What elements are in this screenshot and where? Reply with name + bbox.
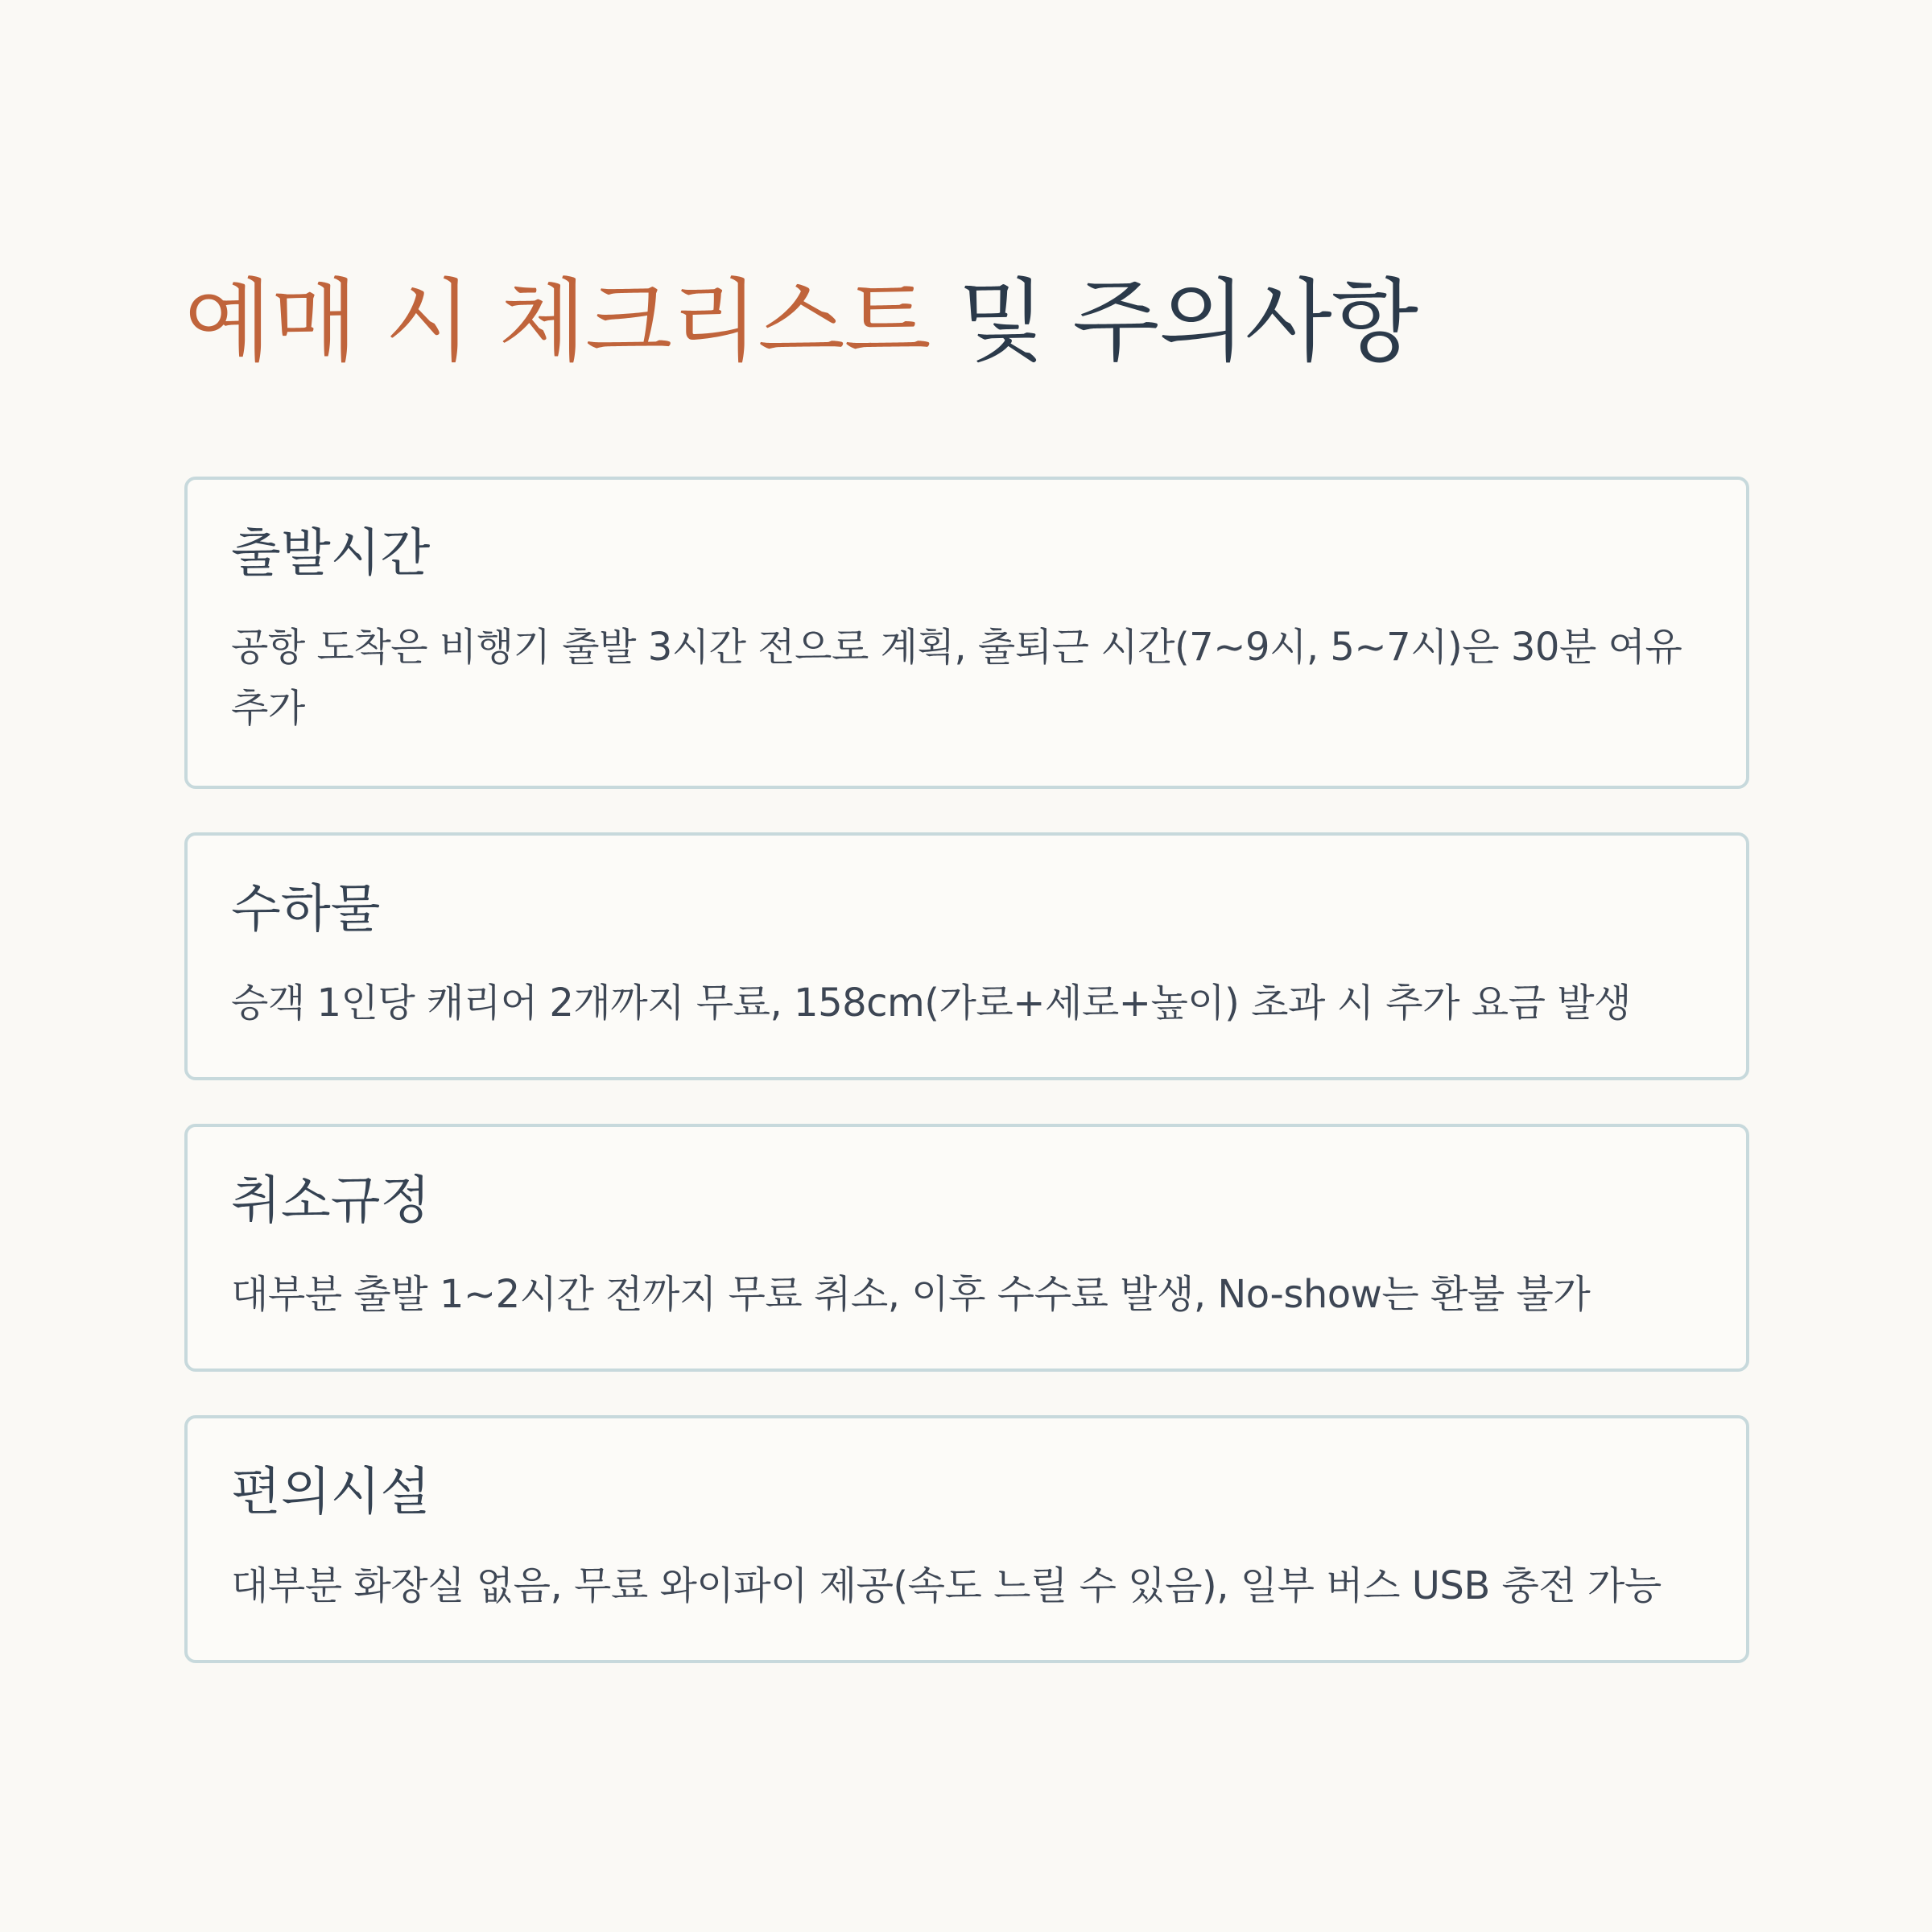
card-cancellation-policy	[184, 1124, 1749, 1372]
card-departure-time	[184, 477, 1749, 789]
page-title	[184, 266, 1749, 378]
checklist-page	[184, 266, 1749, 1707]
card-title: 수하물	[231, 880, 381, 939]
card-description: 승객 1인당 캐리어 2개까지 무료, 158cm(가로+세로+높이) 초과 시 추가 요금 발생	[231, 980, 1632, 1026]
card-baggage	[184, 832, 1749, 1080]
card-title: 편의시설	[231, 1463, 431, 1522]
page-title-accent: 예매 시 체크리스트	[184, 270, 931, 374]
card-description: 공항 도착은 비행기 출발 3시간 전으로 계획, 출퇴근 시간(7~9시, 5~7시)은 30분 여유 추가	[231, 625, 1682, 731]
card-title: 출발시간	[231, 524, 431, 584]
card-description: 대부분 출발 1~2시간 전까지 무료 취소, 이후 수수료 발생, No-show는 환불 불가	[231, 1272, 1591, 1317]
card-description: 대부분 화장실 없음, 무료 와이파이 제공(속도 느릴 수 있음), 일부 버스 USB 충전 가능	[231, 1563, 1662, 1608]
page-title-rest: 및 주의사항	[958, 270, 1418, 374]
card-amenities	[184, 1415, 1749, 1663]
card-title: 취소규정	[231, 1171, 431, 1231]
